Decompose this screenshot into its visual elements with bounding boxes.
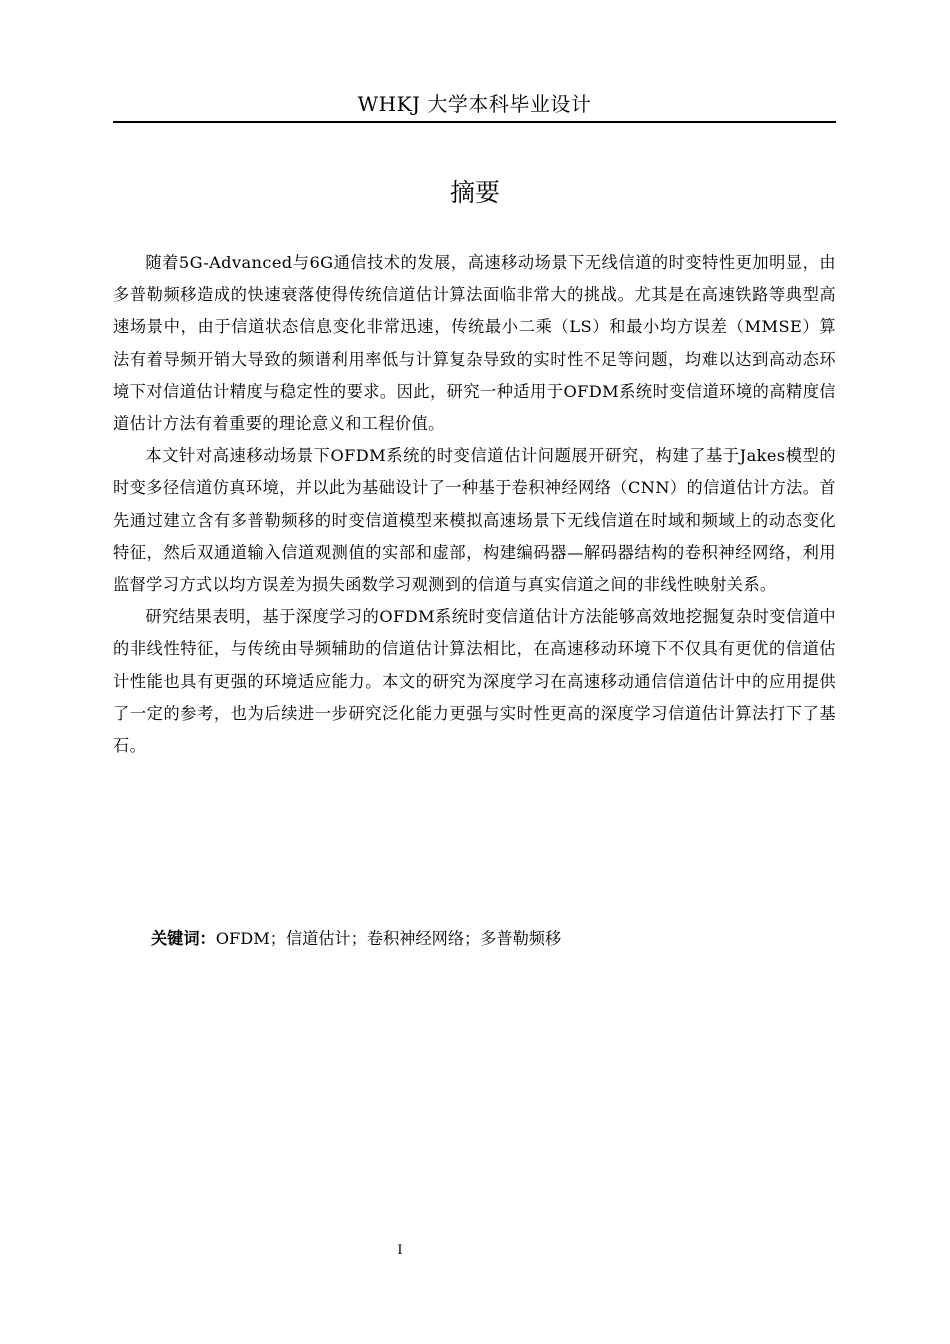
keywords-label: 关键词：	[151, 929, 216, 948]
keywords-line	[151, 925, 841, 953]
keywords-text: OFDM；信道估计；卷积神经网络；多普勒频移	[215, 929, 562, 948]
abstract-paragraph-1: 随着5G-Advanced与6G通信技术的发展，高速移动场景下无线信道的时变特性更加明显，由多普勒频移造成的快速衰落使得传统信道估计算法面临非常大的挑战。尤其是在高速铁路等典型高速场景中，由于信道状态信息变化非常迅速，传统最小二乘（LS）和最小均方误差（MMSE）算法有着导频开销大导致的频谱利用率低与计算复杂导致的实时性不足等问题，均难以达到高动态环境下对信道估计精度与稳定性的要求。因此，研究一种适用于OFDM系统时变信道环境的高精度信道估计方法有着重要的理论意义和工程价值。	[113, 253, 836, 434]
abstract-paragraph-3: 研究结果表明，基于深度学习的OFDM系统时变信道估计方法能够高效地挖掘复杂时变信道中的非线性特征，与传统由导频辅助的信道估计算法相比，在高速移动环境下不仅具有更优的信道估计性能也具有更强的环境适应能力。本文的研究为深度学习在高速移动通信信道估计中的应用提供了一定的参考，也为后续进一步研究泛化能力更强与实时性更高的深度学习信道估计算法打下了基石。	[113, 607, 836, 756]
abstract-body	[113, 247, 836, 762]
abstract-paragraph-2: 本文针对高速移动场景下OFDM系统的时变信道估计问题展开研究，构建了基于Jakes模型的时变多径信道仿真环境，并以此为基础设计了一种基于卷积神经网络（CNN）的信道估计方法。首先通过建立含有多普勒频移的时变信道模型来模拟高速场景下无线信道在时域和频域上的动态变化特征，然后双通道输入信道观测值的实部和虚部，构建编码器—解码器结构的卷积神经网络，利用监督学习方式以均方误差为损失函数学习观测到的信道与真实信道之间的非线性映射关系。	[113, 446, 836, 595]
abstract-title: 摘要	[449, 178, 500, 207]
page-number: I	[397, 1243, 403, 1258]
page-header: WHKJ 大学本科毕业设计	[357, 92, 592, 116]
header-divider	[113, 121, 836, 123]
